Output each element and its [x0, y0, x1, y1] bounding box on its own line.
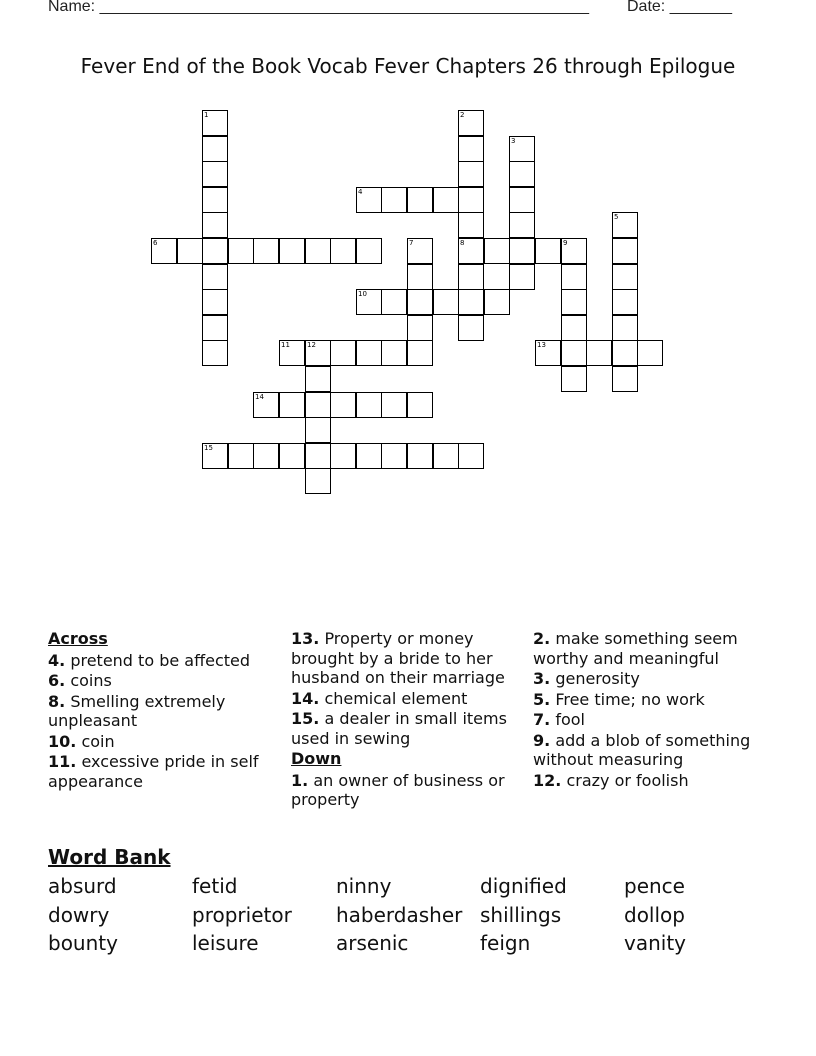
crossword-cell[interactable]	[202, 315, 228, 341]
crossword-cell[interactable]	[253, 238, 279, 264]
clue-number: 7	[409, 239, 414, 247]
word-bank-item: leisure	[192, 931, 259, 955]
clue-number: 1	[204, 111, 209, 119]
crossword-cell[interactable]	[381, 187, 407, 213]
crossword-cell[interactable]	[253, 443, 279, 469]
clues-column-3	[533, 629, 769, 791]
clue-across-14: 14. chemical element	[291, 688, 468, 708]
crossword-cell[interactable]	[484, 289, 510, 315]
clue-number: 10	[358, 290, 367, 298]
clue-number: 8	[460, 239, 465, 247]
clue-across-10: 10. coin	[48, 731, 115, 751]
clue-down-12: 12. crazy or foolish	[533, 770, 689, 790]
crossword-cell[interactable]	[330, 443, 356, 469]
crossword-cell[interactable]	[381, 443, 407, 469]
crossword-cell[interactable]	[433, 289, 459, 315]
clue-down-7: 7. fool	[533, 710, 585, 729]
clue-number: 3	[511, 137, 516, 145]
word-bank-item: dignified	[480, 874, 567, 898]
clue-number: 6	[153, 239, 158, 247]
crossword-cell[interactable]	[305, 238, 331, 264]
clue-down-2: 2. make something seem worthy and meaningful	[533, 629, 738, 668]
word-bank-item: dowry	[48, 903, 110, 927]
crossword-cell[interactable]	[535, 340, 561, 366]
crossword-cell[interactable]	[202, 238, 228, 264]
name-field-line: Name: _______________________________________________________	[48, 0, 589, 15]
crossword-cell[interactable]	[458, 136, 484, 162]
crossword-cell[interactable]	[612, 315, 638, 341]
crossword-cell[interactable]	[202, 187, 228, 213]
clues-column-2	[291, 629, 527, 811]
clues-column-1	[48, 629, 284, 792]
crossword-cell[interactable]	[202, 289, 228, 315]
crossword-cell[interactable]	[228, 443, 254, 469]
crossword-cell[interactable]	[433, 187, 459, 213]
word-bank-item: ninny	[336, 874, 392, 898]
clue-number: 14	[255, 393, 264, 401]
crossword-cell[interactable]	[509, 187, 535, 213]
crossword-cell[interactable]	[356, 187, 382, 213]
clue-across-13: 13. Property or money brought by a bride to her husband on their marriage	[291, 629, 505, 687]
word-bank-item: haberdasher	[336, 903, 463, 927]
crossword-cell[interactable]	[458, 161, 484, 187]
crossword-cell[interactable]	[305, 417, 331, 443]
word-bank-item: absurd	[48, 874, 117, 898]
clue-down-1: 1. an owner of business or property	[291, 770, 505, 809]
word-bank-item: proprietor	[192, 903, 292, 927]
crossword-cell[interactable]	[330, 340, 356, 366]
word-bank-item: vanity	[624, 931, 687, 955]
crossword-cell[interactable]	[458, 315, 484, 341]
crossword-cell[interactable]	[228, 238, 254, 264]
crossword-cell[interactable]	[509, 212, 535, 238]
date-field-line: Date: _______	[627, 0, 732, 15]
crossword-cell[interactable]	[407, 392, 433, 418]
clue-across-15: 15. a dealer in small items used in sewing	[291, 709, 507, 748]
crossword-cell[interactable]	[561, 366, 587, 392]
crossword-cell[interactable]	[330, 238, 356, 264]
clue-number: 4	[358, 188, 363, 196]
crossword-cell[interactable]	[612, 289, 638, 315]
crossword-cell[interactable]	[484, 238, 510, 264]
crossword-cell[interactable]	[407, 315, 433, 341]
crossword-cell[interactable]	[561, 315, 587, 341]
crossword-cell[interactable]	[202, 212, 228, 238]
crossword-cell[interactable]	[509, 161, 535, 187]
crossword-cell[interactable]	[202, 136, 228, 162]
crossword-cell[interactable]	[458, 443, 484, 469]
crossword-cell[interactable]	[458, 264, 484, 290]
crossword-cell[interactable]	[305, 392, 331, 418]
clue-number: 9	[563, 239, 568, 247]
crossword-cell[interactable]	[279, 392, 305, 418]
crossword-cell[interactable]	[177, 238, 203, 264]
crossword-cell[interactable]	[612, 238, 638, 264]
crossword-cell[interactable]	[202, 340, 228, 366]
crossword-cell[interactable]	[561, 340, 587, 366]
crossword-cell[interactable]	[509, 264, 535, 290]
crossword-cell[interactable]	[509, 136, 535, 162]
crossword-cell[interactable]	[202, 264, 228, 290]
crossword-cell[interactable]	[458, 110, 484, 136]
crossword-cell[interactable]	[407, 187, 433, 213]
word-bank-item: pence	[624, 874, 685, 898]
crossword-cell[interactable]	[586, 340, 612, 366]
clue-across-6: 6. coins	[48, 671, 112, 690]
crossword-cell[interactable]	[407, 264, 433, 290]
word-bank-title: Word Bank	[48, 845, 171, 869]
clue-number: 12	[307, 341, 316, 349]
word-bank-item: arsenic	[336, 931, 409, 955]
clue-number: 5	[614, 213, 619, 221]
crossword-cell[interactable]	[612, 264, 638, 290]
across-heading: Across	[48, 629, 108, 648]
crossword-cell[interactable]	[612, 212, 638, 238]
crossword-cell[interactable]	[509, 238, 535, 264]
crossword-cell[interactable]	[356, 289, 382, 315]
crossword-cell[interactable]	[279, 238, 305, 264]
crossword-cell[interactable]	[561, 264, 587, 290]
crossword-cell[interactable]	[561, 238, 587, 264]
word-bank-item: feign	[480, 931, 531, 955]
clue-number: 2	[460, 111, 465, 119]
crossword-cell[interactable]	[458, 187, 484, 213]
crossword-cell[interactable]	[458, 212, 484, 238]
word-bank-item: shillings	[480, 903, 562, 927]
word-bank-item: fetid	[192, 874, 238, 898]
crossword-cell[interactable]	[305, 366, 331, 392]
crossword-cell[interactable]	[458, 238, 484, 264]
crossword-cell[interactable]	[612, 340, 638, 366]
crossword-cell[interactable]	[407, 340, 433, 366]
clue-across-4: 4. pretend to be affected	[48, 650, 251, 670]
crossword-cell[interactable]	[381, 289, 407, 315]
crossword-cell[interactable]	[330, 392, 356, 418]
clue-down-5: 5. Free time; no work	[533, 689, 705, 709]
clue-number: 15	[204, 444, 213, 452]
clue-down-9: 9. add a blob of something without measuring	[533, 730, 751, 769]
clue-across-8: 8. Smelling extremely unpleasant	[48, 691, 226, 730]
word-bank-item: dollop	[624, 903, 685, 927]
clue-down-3: 3. generosity	[533, 669, 640, 688]
crossword-cell[interactable]	[407, 289, 433, 315]
crossword-cell[interactable]	[202, 161, 228, 187]
crossword-cell[interactable]	[202, 110, 228, 136]
crossword-cell[interactable]	[279, 443, 305, 469]
crossword-cell[interactable]	[151, 238, 177, 264]
crossword-cell[interactable]	[407, 443, 433, 469]
clue-across-11: 11. excessive pride in self appearance	[48, 752, 259, 791]
crossword-cell[interactable]	[381, 340, 407, 366]
clue-number: 11	[281, 341, 290, 349]
crossword-cell[interactable]	[356, 443, 382, 469]
crossword-cell[interactable]	[253, 392, 279, 418]
crossword-cell[interactable]	[535, 238, 561, 264]
crossword-cell[interactable]	[305, 340, 331, 366]
down-heading: Down	[291, 749, 342, 768]
crossword-cell[interactable]	[561, 289, 587, 315]
crossword-cell[interactable]	[407, 238, 433, 264]
crossword-cell[interactable]	[305, 468, 331, 494]
crossword-cell[interactable]	[305, 443, 331, 469]
crossword-cell[interactable]	[356, 392, 382, 418]
crossword-cell[interactable]	[202, 443, 228, 469]
crossword-cell[interactable]	[458, 289, 484, 315]
page-title: Fever End of the Book Vocab Fever Chapters 26 through Epilogue	[80, 54, 736, 78]
word-bank-item: bounty	[48, 931, 118, 955]
crossword-cell[interactable]	[356, 340, 382, 366]
clue-number: 13	[537, 341, 546, 349]
crossword-cell[interactable]	[637, 340, 663, 366]
crossword-cell[interactable]	[279, 340, 305, 366]
crossword-grid	[0, 0, 816, 520]
crossword-cell[interactable]	[612, 366, 638, 392]
crossword-cell[interactable]	[433, 443, 459, 469]
crossword-cell[interactable]	[381, 392, 407, 418]
crossword-cell[interactable]	[356, 238, 382, 264]
